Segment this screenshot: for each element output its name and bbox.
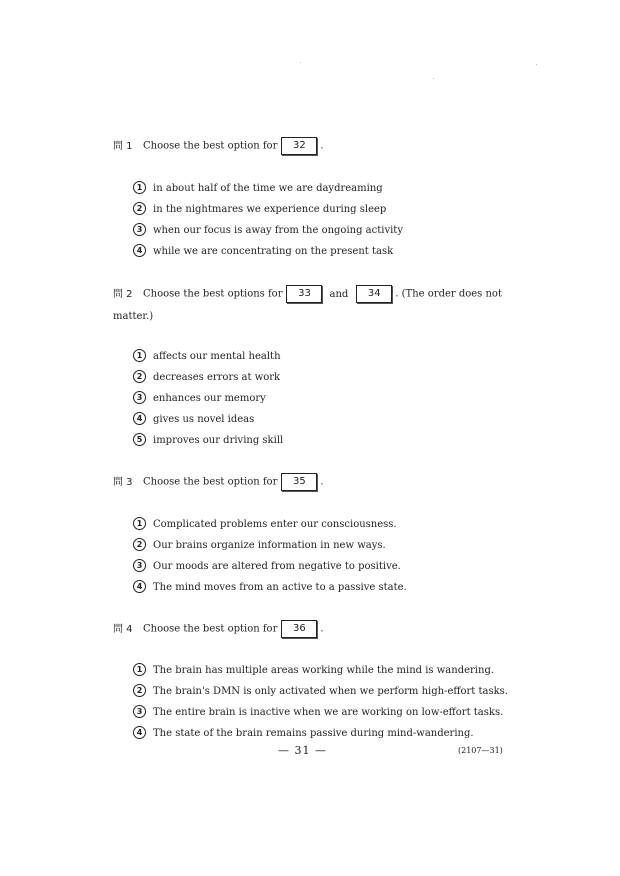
question-2-options <box>133 346 513 451</box>
option-3 <box>133 702 513 723</box>
question-2 <box>113 285 513 326</box>
option-1 <box>133 346 513 367</box>
option-1 <box>133 660 513 681</box>
question-prompt: Choose the best options for <box>143 288 283 300</box>
option-number-badge: 3 <box>133 705 146 718</box>
option-text: The brain has multiple areas working while the mind is wandering. <box>153 665 495 676</box>
question-3-options <box>133 514 513 598</box>
question-4-header <box>113 620 513 639</box>
option-number-badge: 2 <box>133 538 146 551</box>
option-1 <box>133 178 513 199</box>
question-label: 問 1 <box>113 140 133 152</box>
option-number-badge: 1 <box>133 181 146 194</box>
option-text: decreases errors at work <box>153 372 281 383</box>
option-text: The state of the brain remains passive during mind-wandering. <box>153 728 474 739</box>
answer-box-36: 36 <box>281 620 317 638</box>
option-3 <box>133 556 513 577</box>
option-number-badge: 3 <box>133 559 146 572</box>
option-text: in about half of the time we are daydreaming <box>153 183 383 194</box>
option-number-badge: 4 <box>133 726 146 739</box>
question-3 <box>113 473 513 492</box>
option-4 <box>133 409 513 430</box>
question-4-options <box>133 660 513 744</box>
option-text: gives us novel ideas <box>153 414 255 425</box>
question-1-header <box>113 137 513 156</box>
question-tail: . (The order does not <box>395 288 502 300</box>
option-text: in the nightmares we experience during sleep <box>153 204 387 215</box>
option-text: while we are concentrating on the present task <box>153 246 394 257</box>
option-number-badge: 4 <box>133 580 146 593</box>
option-text: improves our driving skill <box>153 435 284 446</box>
question-2-header <box>113 285 513 304</box>
option-4 <box>133 723 513 744</box>
question-prompt: Choose the best option for <box>143 476 278 488</box>
option-5 <box>133 430 513 451</box>
option-number-badge: 3 <box>133 391 146 404</box>
option-number-badge: 4 <box>133 244 146 257</box>
question-label: 問 4 <box>113 623 133 635</box>
option-text: Our moods are altered from negative to positive. <box>153 561 401 572</box>
option-3 <box>133 388 513 409</box>
question-prompt: Choose the best option for <box>143 623 278 635</box>
option-text: The brain's DMN is only activated when we perform high-effort tasks. <box>153 686 508 697</box>
option-2 <box>133 199 513 220</box>
option-text: when our focus is away from the ongoing activity <box>153 225 403 236</box>
option-text: Complicated problems enter our consciousness. <box>153 519 397 530</box>
question-tail: . <box>320 140 324 152</box>
option-number-badge: 2 <box>133 684 146 697</box>
scan-speck <box>433 78 434 79</box>
option-number-badge: 2 <box>133 202 146 215</box>
option-2 <box>133 681 513 702</box>
option-text: The entire brain is inactive when we are working on low-effort tasks. <box>153 707 504 718</box>
option-text: enhances our memory <box>153 393 266 404</box>
question-continuation: matter.) <box>113 310 154 322</box>
answer-box-32: 32 <box>281 137 317 155</box>
question-prompt: Choose the best option for <box>143 140 278 152</box>
question-1-options <box>133 178 513 262</box>
option-number-badge: 1 <box>133 349 146 362</box>
option-2 <box>133 367 513 388</box>
page-number: — 31 — <box>278 744 327 757</box>
question-tail: . <box>320 476 324 488</box>
option-number-badge: 3 <box>133 223 146 236</box>
answer-box-35: 35 <box>281 473 317 491</box>
option-number-badge: 4 <box>133 412 146 425</box>
question-3-header <box>113 473 513 492</box>
option-4 <box>133 241 513 262</box>
option-text: affects our mental health <box>153 351 281 362</box>
scan-speck <box>300 62 301 63</box>
option-number-badge: 1 <box>133 663 146 676</box>
option-text: The mind moves from an active to a passive state. <box>153 582 407 593</box>
exam-code: (2107—31) <box>458 746 503 755</box>
option-2 <box>133 535 513 556</box>
option-4 <box>133 577 513 598</box>
option-1 <box>133 514 513 535</box>
question-tail: . <box>320 623 324 635</box>
scan-speck <box>536 64 537 65</box>
question-label: 問 2 <box>113 288 133 300</box>
answer-box-34: 34 <box>356 285 392 303</box>
question-joiner: and <box>329 288 349 300</box>
question-4 <box>113 620 513 639</box>
answer-box-33: 33 <box>286 285 322 303</box>
option-number-badge: 5 <box>133 433 146 446</box>
option-3 <box>133 220 513 241</box>
option-number-badge: 2 <box>133 370 146 383</box>
option-text: Our brains organize information in new ways. <box>153 540 386 551</box>
question-1 <box>113 137 513 156</box>
question-label: 問 3 <box>113 476 133 488</box>
option-number-badge: 1 <box>133 517 146 530</box>
